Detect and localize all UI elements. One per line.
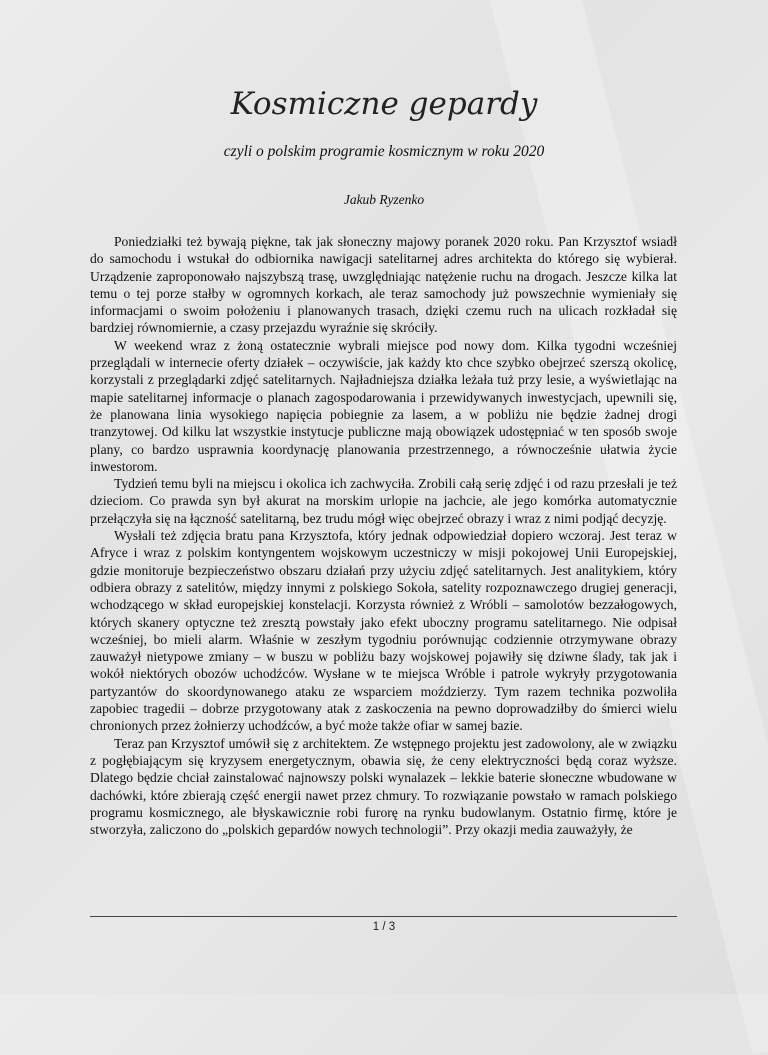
paragraph: Wysłali też zdjęcia bratu pana Krzysztofa, który jednak odpowiedział dopiero wczoraj. Jest teraz w Afryce i wraz z polskim kontyngentem wojskowym uczestniczy w misji pokojowej Unii Europejskiej, gdzie monitoruje bezpieczeństwo obszaru działań przy użyciu zdjęć satelitarnych. Jest analitykiem, który odbiera obrazy z satelitów, między innymi z polskiego Sokoła, satelity rozpoznawczego drugiej generacji, wchodzącego w skład europejskiej konstelacji. Korzysta również z Wróbli – samolotów bezzałogowych, których skanery optyczne też zresztą powstały jako efekt uboczny programu satelitarnego. Nie odpisał wcześniej, bo mieli alarm. Właśnie w zeszłym tygodniu porównując codziennie otrzymywane obrazy zauważył nietypowe zmiany – w buszu w pobliżu bazy wojskowej pojawiły się dziwne ślady, tak jak i wokół niektórych obozów uchodźców. Wysłane w te miejsca Wróble i patrole wykryły przygotowania partyzantów do skoordynowanego ataku ze wsparciem moździerzy. Tym razem technika pozwoliła zapobiec tragedii – dobrze przygotowany atak z zaskoczenia na pewno doprowadziłby do śmierci wielu chronionych przez żołnierzy uchodźców, a być może także ofiar w samej bazie. bbox=[90, 528, 677, 734]
subtitle: czyli o polskim programie kosmicznym w roku 2020 bbox=[223, 143, 545, 160]
page-title: Kosmiczne gepardy bbox=[230, 86, 538, 122]
body-text bbox=[90, 233, 677, 838]
paragraph: Poniedziałki też bywają piękne, tak jak słoneczny majowy poranek 2020 roku. Pan Krzysztof wsiadł do samochodu i wstukał do odbiornika nawigacji satelitarnej adres architekta do którego się wybierał. Urządzenie zaproponowało najszybszą trasę, uwzględniając natężenie ruchu na drogach. Jeszcze kilka lat temu o tej porze stałby w ogromnych korkach, ale teraz samochody już powszechnie wymieniały się informacjami o swoim położeniu i planowanych trasach, dzięki czemu ruch na ulicach rozkładał się bardziej równomiernie, a czasy przejazdu wyraźnie się skróciły. bbox=[90, 234, 677, 336]
author: Jakub Ryzenko bbox=[343, 192, 425, 207]
paragraph: Tydzień temu byli na miejscu i okolica ich zachwyciła. Zrobili całą serię zdjęć i od razu przesłali je też dzieciom. Co prawda syn był akurat na morskim urlopie na jachcie, ale jego komórka automatycznie przełączyła się na łączność satelitarną, bez trudu mógł więc obejrzeć obrazy i wraz z nimi podjąć decyzję. bbox=[90, 476, 677, 526]
page-number: 1 / 3 bbox=[372, 921, 396, 933]
paragraph: W weekend wraz z żoną ostatecznie wybrali miejsce pod nowy dom. Kilka tygodni wcześniej przeglądali w internecie oferty działek – oczywiście, jak każdy kto chce szybko obejrzeć szerszą okolicę, korzystali z przeglądarki zdjęć satelitarnych. Najładniejsza działka leżała tuż przy lesie, a wyświetlając na mapie satelitarnej informacje o planach zagospodarowania i przewidywanych inwestycjach, upewnili się, że planowana linia wysokiego napięcia pobiegnie za lasem, a w pobliżu nie będzie żadnej drogi tranzytowej. Od kilku lat wszystkie instytucje publiczne mają obowiązek udostępniać w ten sposób swoje plany, co bardzo usprawnia koordynację planowania przestrzennego, a równocześnie ułatwia życie inwestorom. bbox=[90, 337, 677, 474]
footer-divider bbox=[90, 916, 677, 917]
paragraph: Teraz pan Krzysztof umówił się z architektem. Ze wstępnego projektu jest zadowolony, ale w związku z pogłębiającym się kryzysem energetycznym, obawia się, że ceny elektryczności będą coraz wyższe. Dlatego będzie chciał zainstalować najnowszy polski wynalazek – lekkie baterie słoneczne wbudowane w dachówki, które zbierają część energii nawet przez chmury. To rozwiązanie powstało w ramach polskiego programu kosmicznego, ale błyskawicznie robi furorę na rynku budowlanym. Ostatnio firmę, które je stworzyła, zaliczono do „polskich gepardów nowych technologii”. Przy okazji media zauważyły, że bbox=[90, 735, 677, 838]
